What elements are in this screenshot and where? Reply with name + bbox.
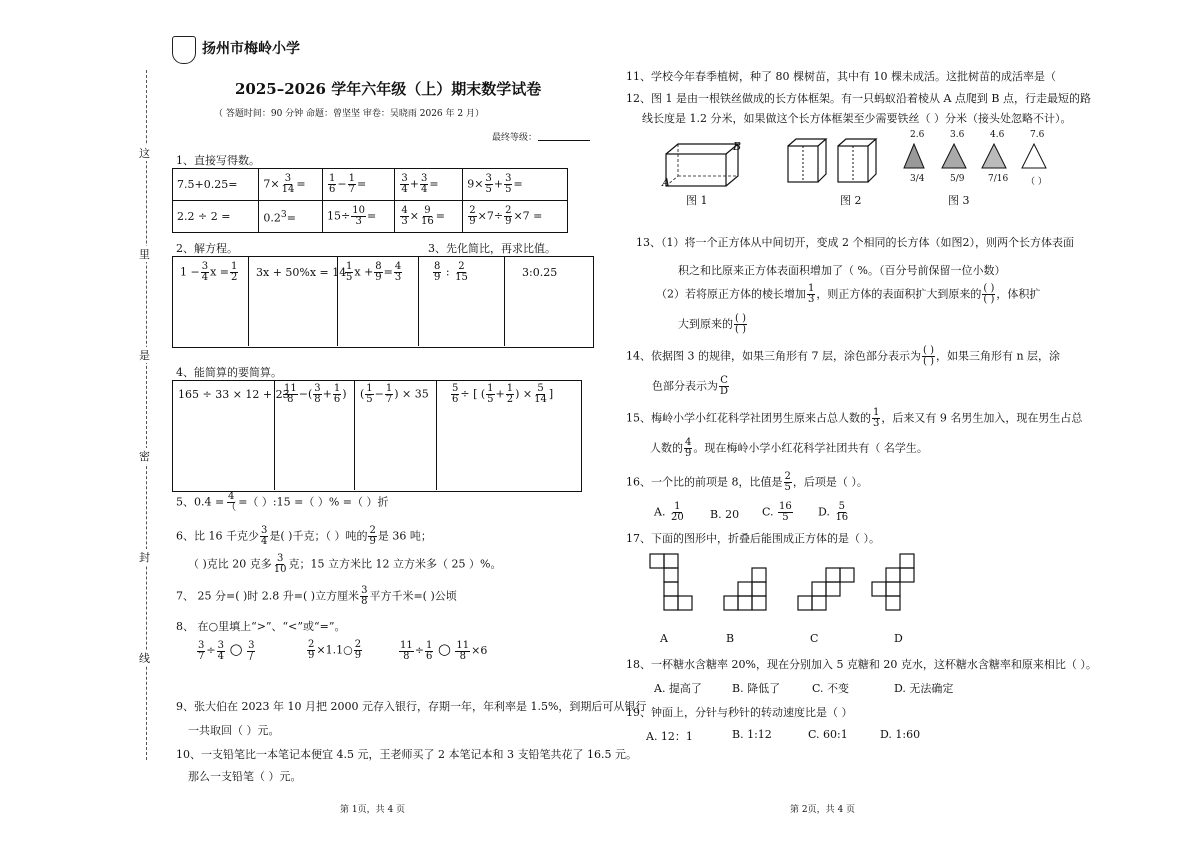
q2-eq3[interactable]: $\frac{1}{5}$ x + $\frac{8}{9}$ = $\frac{4}{3}$ [346, 261, 402, 283]
q17: 17、下面的图形中，折叠后能围成正方体的是（ ）。 [626, 532, 880, 545]
q6-line2: （ )克比 20 克多 $\frac{3}{10}$ 克；15 立方米比 12 立方米多（ 25 ）%。 [188, 553, 502, 575]
q10-line2: 那么一支铅笔（ ）元。 [188, 770, 302, 783]
q6-line1: 6、比 16 千克少 $\frac{3}{4}$ 是( )千克；（ ）吨的 $\frac{2}{9}$ 是 36 吨； [176, 525, 432, 547]
q3-title: 3、先化简比，再求比值。 [428, 242, 556, 255]
page-footer-1: 第 1页，共 4 页 [340, 805, 406, 815]
q7: 7、 25 分=( )时 2.8 升=( )立方厘米 $\frac{3}{8}$ 平方千米=( )公顷 [176, 585, 457, 607]
figure-1-label: 图 1 [686, 194, 708, 207]
q15-line1: 15、梅岭小学小红花科学社团男生原来占总人数的 $\frac{1}{3}$ ，后来又有 9 名男生加入，现在男生占总 [626, 407, 1083, 429]
q16-option-c[interactable]: C. $\frac{16}{5}$ [762, 501, 792, 523]
divider [354, 380, 355, 490]
q18-option-a[interactable]: A. 提高了 [654, 682, 702, 695]
q17-option-d[interactable]: D [894, 632, 903, 645]
exam-info: （ 答题时间：90 分钟 命题：曾坚坚 审卷：吴晓雨 2026 年 2 月） [214, 109, 484, 119]
q4-expr2[interactable]: $\frac{11}{8}$ −( $\frac{3}{8}$ + $\frac{1}{6}$ ) [284, 383, 347, 405]
q19-option-a[interactable]: A. 12：1 [646, 730, 693, 743]
fig3-bottom-label: 3/4 [910, 174, 925, 184]
point-b-label: B [733, 140, 742, 153]
q4-expr1[interactable]: 165 ÷ 33 × 12 + 23 [178, 388, 290, 401]
q19-option-c[interactable]: C. 60:1 [808, 728, 848, 741]
fig3-top-label: 4.6 [990, 130, 1005, 140]
q15-line2: 人数的 $\frac{4}{9}$ 。现在梅岭小学小红花科学社团共有（ 名学生。 [650, 437, 928, 459]
q19-option-d[interactable]: D. 1:60 [880, 728, 921, 741]
q1-cell[interactable]: 7× $\frac{3}{14}$ = [259, 169, 323, 201]
fig3-top-label: 3.6 [950, 130, 965, 140]
q1-cell[interactable]: $0.2^3=$ [259, 201, 323, 233]
q13-line2: 积之和比原来正方体表面积增加了（ %。（百分号前保留一位小数） [678, 264, 1006, 277]
grade-line [538, 140, 590, 141]
q4-expr3[interactable]: ( $\frac{1}{5}$ − $\frac{1}{7}$ ) × 35 [360, 383, 429, 405]
binding-char: 是 [139, 349, 150, 362]
q2-eq2[interactable]: 3x + 50%x = 14 [256, 266, 347, 279]
q5: 5、0.4 = $\frac{4}{(}$ =（ ）:15 =（ ）% =（ ）折 [176, 491, 389, 513]
q17-option-c[interactable]: C [810, 632, 819, 645]
q1-cell[interactable]: 7.5+0.25= [173, 169, 259, 201]
q18-option-b[interactable]: B. 降低了 [732, 682, 781, 695]
school-logo [172, 36, 196, 64]
q3-ratio2[interactable]: 3:0.25 [522, 266, 558, 279]
binding-char: 封 [139, 551, 150, 564]
q16-option-a[interactable]: A. $\frac{1}{20}$ [654, 501, 684, 523]
q16-option-b[interactable]: B. 20 [710, 508, 740, 521]
figure-2-label: 图 2 [840, 194, 862, 207]
q19: 19、钟面上，分针与秒针的转动速度比是（ ） [626, 706, 853, 719]
q18: 18、一杯糖水含糖率 20%，现在分别加入 5 克糖和 20 克水，这杯糖水含糖率和原来相比（ ）。 [626, 658, 1097, 671]
page-footer-2: 第 2页，共 4 页 [790, 805, 856, 815]
fig3-top-label: 7.6 [1030, 130, 1045, 140]
q13-line1: 13、（1）将一个正方体从中间切开，变成 2 个相同的长方体（如图2），则两个长方体表面 [636, 236, 1074, 249]
q1-cell[interactable]: 9× $\frac{3}{5}$ + $\frac{3}{5}$ = [463, 169, 568, 201]
q13-line3: （2）若将原正方体的棱长增加 $\frac{1}{3}$ ，则正方体的表面积扩大到原来的 $\frac{( )}{( )}$ ，体积扩 [656, 283, 1041, 305]
q4-title: 4、能简算的要简算。 [176, 366, 282, 379]
q16: 16、一个比的前项是 8，比值是 $\frac{2}{5}$ ，后项是（ ）。 [626, 471, 868, 493]
binding-char: 里 [139, 248, 150, 261]
q1-title: 1、直接写得数。 [176, 154, 260, 167]
fig3-bottom-label: 5/9 [950, 174, 965, 184]
q12-line2: 线长度是 1.2 分米，如果做这个长方体框架至少需要铁丝（ ）分米（接头处忽略不计）。 [642, 112, 1072, 125]
q17-option-a[interactable]: A [660, 632, 668, 645]
q14-line1: 14、依据图 3 的规律，如果三角形有 7 层，涂色部分表示为 $\frac{( )}{( )}$ ，如果三角形有 n 层，涂 [626, 345, 1061, 367]
q19-option-b[interactable]: B. 1:12 [732, 728, 772, 741]
divider [504, 256, 505, 346]
q10-line1: 10、一支铅笔比一本笔记本便宜 4.5 元，王老师买了 2 本笔记本和 3 支铅笔共花了 16.5 元。 [176, 748, 637, 761]
q2-title: 2、解方程。 [176, 242, 238, 255]
school-name: 扬州市梅岭小学 [202, 41, 300, 57]
q12-line1: 12、图 1 是由一根铁丝做成的长方体框架。有一只蚂蚁沿着棱从 A 点爬到 B 点，行走最短的路 [626, 92, 1091, 105]
figure-2-split-cube [786, 136, 886, 186]
divider [248, 256, 249, 346]
binding-char: 密 [139, 450, 150, 463]
grade-label: 最终等级： [492, 133, 538, 143]
fig3-bottom-label: （ ） [1026, 177, 1047, 187]
q8-item3[interactable]: $\frac{11}{8}$ ÷ $\frac{1}{6}$ ○ $\frac{11}{8}$ ×6 [400, 639, 488, 662]
fig3-bottom-label: 7/16 [988, 174, 1009, 184]
q1-cell[interactable]: $\frac{4}{3}$ × $\frac{9}{16}$ = [395, 201, 463, 233]
q8-item1[interactable]: $\frac{3}{7}$ ÷ $\frac{3}{4}$ ○ $\frac{3}{/}$ [198, 639, 255, 662]
q1-table [172, 168, 568, 233]
binding-char: 线 [139, 652, 150, 665]
exam-title: 2025–2026 学年六年级（上）期末数学试卷 [235, 80, 542, 98]
divider [436, 380, 437, 490]
binding-char: 这 [139, 147, 150, 160]
divider [418, 256, 419, 346]
q18-option-d[interactable]: D. 无法确定 [894, 682, 954, 695]
q4-expr4[interactable]: $\frac{5}{6}$ ÷ [ ( $\frac{1}{5}$ + $\frac{1}{2}$ ) × $\frac{5}{14}$ ] [452, 383, 554, 405]
q13-line4: 大到原来的 $\frac{( )}{( )}$ [678, 313, 746, 335]
point-a-label: A [662, 176, 670, 189]
q17-nets [640, 552, 940, 616]
fig3-top-label: 2.6 [910, 130, 925, 140]
q1-cell[interactable]: $\frac{2}{9}$ ×7÷ $\frac{2}{9}$ ×7 = [463, 201, 568, 233]
q3-ratio1[interactable]: $\frac{8}{9}$ : $\frac{2}{15}$ [434, 261, 468, 283]
q8-item2[interactable]: $\frac{2}{9}$ ×1.1○ $\frac{2}{9}$ [308, 639, 362, 661]
figure-1-cuboid [660, 140, 760, 192]
q1-cell[interactable]: 2.2 ÷ 2 = [173, 201, 259, 233]
q9-line1: 9、张大伯在 2023 年 10 月把 2000 元存入银行，存期一年，年利率是 1.5%，到期后可从银行 [176, 700, 647, 713]
q16-option-d[interactable]: D. $\frac{5}{16}$ [818, 501, 849, 523]
q1-cell[interactable]: $\frac{3}{4}$ + $\frac{3}{4}$ = [395, 169, 463, 201]
q1-cell[interactable]: $\frac{1}{6}$ − $\frac{1}{7}$ = [323, 169, 395, 201]
q17-option-b[interactable]: B [726, 632, 735, 645]
q18-option-c[interactable]: C. 不变 [812, 682, 850, 695]
q1-cell[interactable]: 15÷ $\frac{10}{3}$ = [323, 201, 395, 233]
q2-eq1[interactable]: 1 − $\frac{3}{4}$ x = $\frac{1}{2}$ [180, 261, 238, 283]
figure-3-label: 图 3 [948, 194, 970, 207]
q8-title: 8、 在○里填上“>”、“<”或“=”。 [176, 620, 346, 633]
q9-line2: 一共取回（ ）元。 [188, 724, 280, 737]
q11: 11、学校今年春季植树，种了 80 棵树苗，其中有 10 棵未成活。这批树苗的成活率是（ [626, 70, 1056, 83]
q14-line2: 色部分表示为 $\frac{C}{D}$ [652, 375, 729, 397]
figure-3-triangles [902, 142, 1052, 172]
